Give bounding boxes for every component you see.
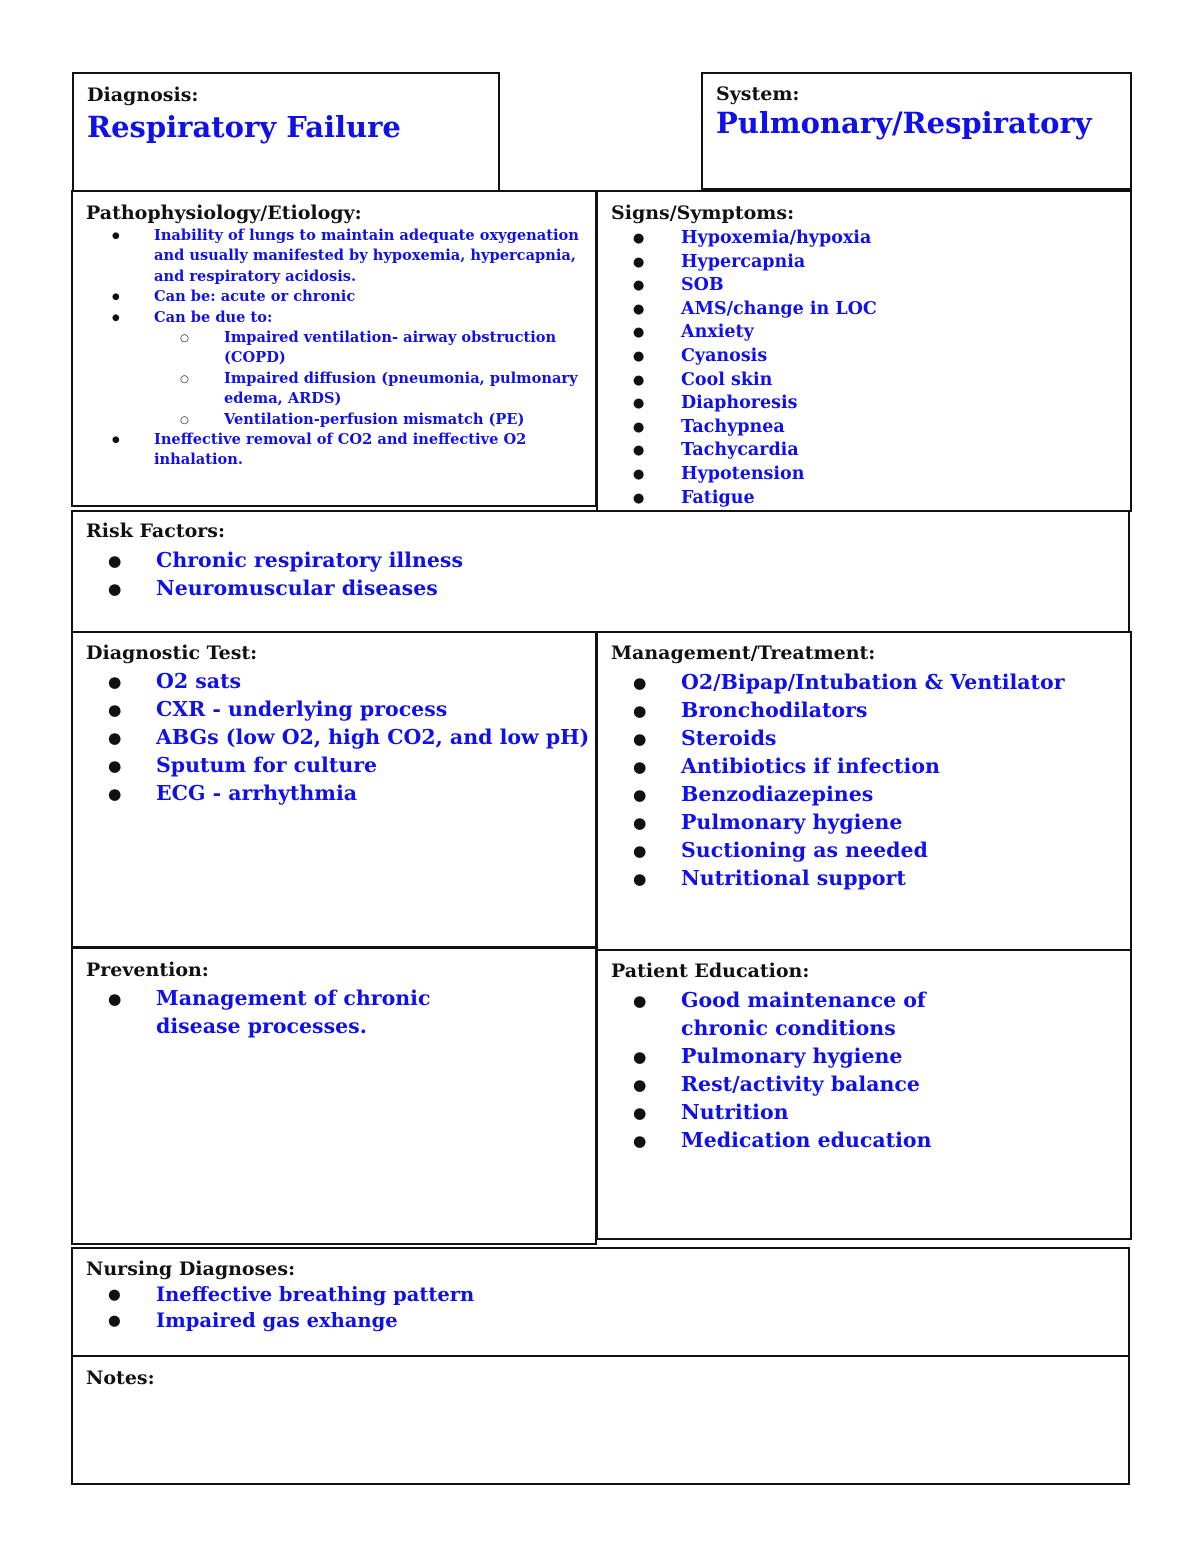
list-item: [611, 696, 1126, 724]
sub-list-item-text: ○ Ventilation-perfusion mismatch (PE): [224, 410, 525, 428]
pathophysiology-list: [86, 226, 586, 471]
patient-education-list: [611, 986, 1011, 1154]
system-value: Pulmonary/Respiratory: [716, 106, 1092, 140]
list-item-text: CXR - underlying process: [156, 697, 448, 721]
list-item: [86, 779, 591, 807]
list-item-text: Fatigue: [681, 487, 755, 508]
list-item: [611, 986, 1011, 1042]
list-item-text: Bronchodilators: [681, 698, 868, 722]
list-item-text: Sputum for culture: [156, 753, 378, 777]
list-item-text: ● Ineffective removal of CO2 and ineffective O2 inhalation.: [154, 431, 527, 469]
list-item: [611, 487, 1121, 511]
sub-list-item: [154, 369, 586, 410]
pathophysiology-box: [71, 190, 597, 507]
prevention-list: [86, 984, 516, 1040]
notes-box: [71, 1355, 1130, 1485]
list-item-text: Nutritional support: [681, 866, 906, 890]
list-item: [611, 836, 1126, 864]
list-item: [86, 1308, 1086, 1334]
diagnosis-label: Diagnosis:: [87, 84, 199, 106]
list-item-text: Steroids: [681, 726, 777, 750]
risk-factors-list: [86, 546, 1086, 602]
list-item-text: Good maintenance of chronic conditions: [681, 988, 926, 1040]
list-item: [611, 752, 1126, 780]
list-item: [611, 227, 1121, 251]
system-box: [701, 72, 1132, 190]
list-item: [611, 298, 1121, 322]
list-item-text: AMS/change in LOC: [681, 298, 877, 319]
list-item: [611, 463, 1121, 487]
list-item-text: Cyanosis: [681, 345, 768, 366]
list-item: [86, 574, 1086, 602]
management-treatment-list: [611, 668, 1126, 892]
signs-symptoms-box: [596, 190, 1132, 512]
list-item-text: Medication education: [681, 1128, 932, 1152]
list-item: [86, 984, 516, 1040]
nursing-diagnoses-list: [86, 1282, 1086, 1334]
sub-list-item-text: ○ Impaired ventilation- airway obstruction (COPD): [224, 329, 557, 367]
sub-list-item-text: ○ Impaired diffusion (pneumonia, pulmonary edema, ARDS): [224, 369, 578, 408]
list-item: [611, 1126, 1011, 1154]
list-item-text: Suctioning as needed: [681, 838, 928, 862]
list-item: [86, 226, 586, 287]
list-item: [86, 695, 591, 723]
diagnostic-test-box: [71, 631, 597, 948]
management-treatment-label: Management/Treatment:: [611, 642, 876, 664]
prevention-box: [71, 947, 597, 1245]
list-item: [611, 1098, 1011, 1126]
list-item-text: Pulmonary hygiene: [681, 810, 903, 834]
list-item-text: Tachypnea: [681, 416, 785, 437]
sub-list-item: [154, 410, 586, 430]
list-item-text: Management of chronic disease processes.: [156, 986, 431, 1038]
list-item: [611, 274, 1121, 298]
list-item: [86, 1282, 1086, 1308]
list-item: [611, 392, 1121, 416]
list-item: [611, 251, 1121, 275]
list-item: [611, 724, 1126, 752]
list-item-text: Benzodiazepines: [681, 782, 874, 806]
list-item-text: Cool skin: [681, 369, 773, 390]
list-item-text: O2 sats: [156, 669, 242, 693]
list-item: [86, 546, 1086, 574]
list-item-text: ● Can be: acute or chronic: [154, 288, 356, 306]
list-item-text: Diaphoresis: [681, 393, 798, 414]
list-item: [611, 416, 1121, 440]
list-item-text: Antibiotics if infection: [681, 754, 940, 778]
patient-education-box: [596, 949, 1132, 1240]
list-item-text: Impaired gas exhange: [156, 1309, 398, 1332]
diagnosis-box: [72, 72, 500, 196]
notes-label: Notes:: [86, 1367, 155, 1389]
list-item-text: Chronic respiratory illness: [156, 548, 463, 572]
list-item: [611, 780, 1126, 808]
list-item: [86, 751, 591, 779]
list-item-text: Ineffective breathing pattern: [156, 1283, 475, 1306]
list-item: [86, 723, 591, 751]
list-item: [611, 321, 1121, 345]
list-item-text: Neuromuscular diseases: [156, 576, 438, 600]
signs-symptoms-label: Signs/Symptoms:: [611, 202, 795, 224]
diagnostic-test-list: [86, 667, 591, 807]
list-item-text: ECG - arrhythmia: [156, 781, 358, 805]
risk-factors-box: [71, 510, 1130, 633]
list-item-text: Anxiety: [681, 322, 754, 343]
list-item: [611, 369, 1121, 393]
list-item: [611, 808, 1126, 836]
list-item: [86, 308, 586, 430]
list-item-text: O2/Bipap/Intubation & Ventilator: [681, 670, 1065, 694]
list-item: [86, 667, 591, 695]
list-item: [611, 439, 1121, 463]
list-item-text: Pulmonary hygiene: [681, 1044, 903, 1068]
sub-list: [154, 328, 586, 430]
list-item: [86, 287, 586, 307]
prevention-label: Prevention:: [86, 959, 209, 981]
list-item-text: Hypoxemia/hypoxia: [681, 228, 872, 248]
list-item-text: Tachycardia: [681, 440, 799, 461]
list-item-text: Hypercapnia: [681, 251, 806, 272]
management-treatment-box: [596, 631, 1132, 951]
list-item-text: ABGs (low O2, high CO2, and low pH): [156, 725, 590, 749]
list-item: [611, 1042, 1011, 1070]
nursing-diagnoses-box: [71, 1247, 1130, 1357]
diagnosis-value: Respiratory Failure: [87, 110, 401, 144]
sub-list-item: [154, 328, 586, 369]
list-item-text: Rest/activity balance: [681, 1072, 920, 1096]
list-item: [611, 1070, 1011, 1098]
list-item: [611, 668, 1126, 696]
list-item-text: Hypotension: [681, 463, 805, 484]
patient-education-label: Patient Education:: [611, 960, 810, 982]
list-item: [611, 864, 1126, 892]
pathophysiology-label: Pathophysiology/Etiology:: [86, 202, 362, 224]
list-item: [611, 345, 1121, 369]
signs-symptoms-list: [611, 227, 1121, 510]
risk-factors-label: Risk Factors:: [86, 520, 225, 542]
list-item-text: ● Inability of lungs to maintain adequate oxygenation and usually manifested by hypoxemia, hypercapnia, and respiratory acidosis.: [154, 227, 579, 285]
diagnostic-test-label: Diagnostic Test:: [86, 642, 258, 664]
list-item-text: ● Can be due to:: [154, 308, 273, 326]
list-item-text: SOB: [681, 275, 724, 296]
list-item-text: Nutrition: [681, 1100, 789, 1124]
list-item: [86, 430, 586, 471]
system-label: System:: [716, 83, 800, 105]
nursing-diagnoses-label: Nursing Diagnoses:: [86, 1258, 296, 1280]
